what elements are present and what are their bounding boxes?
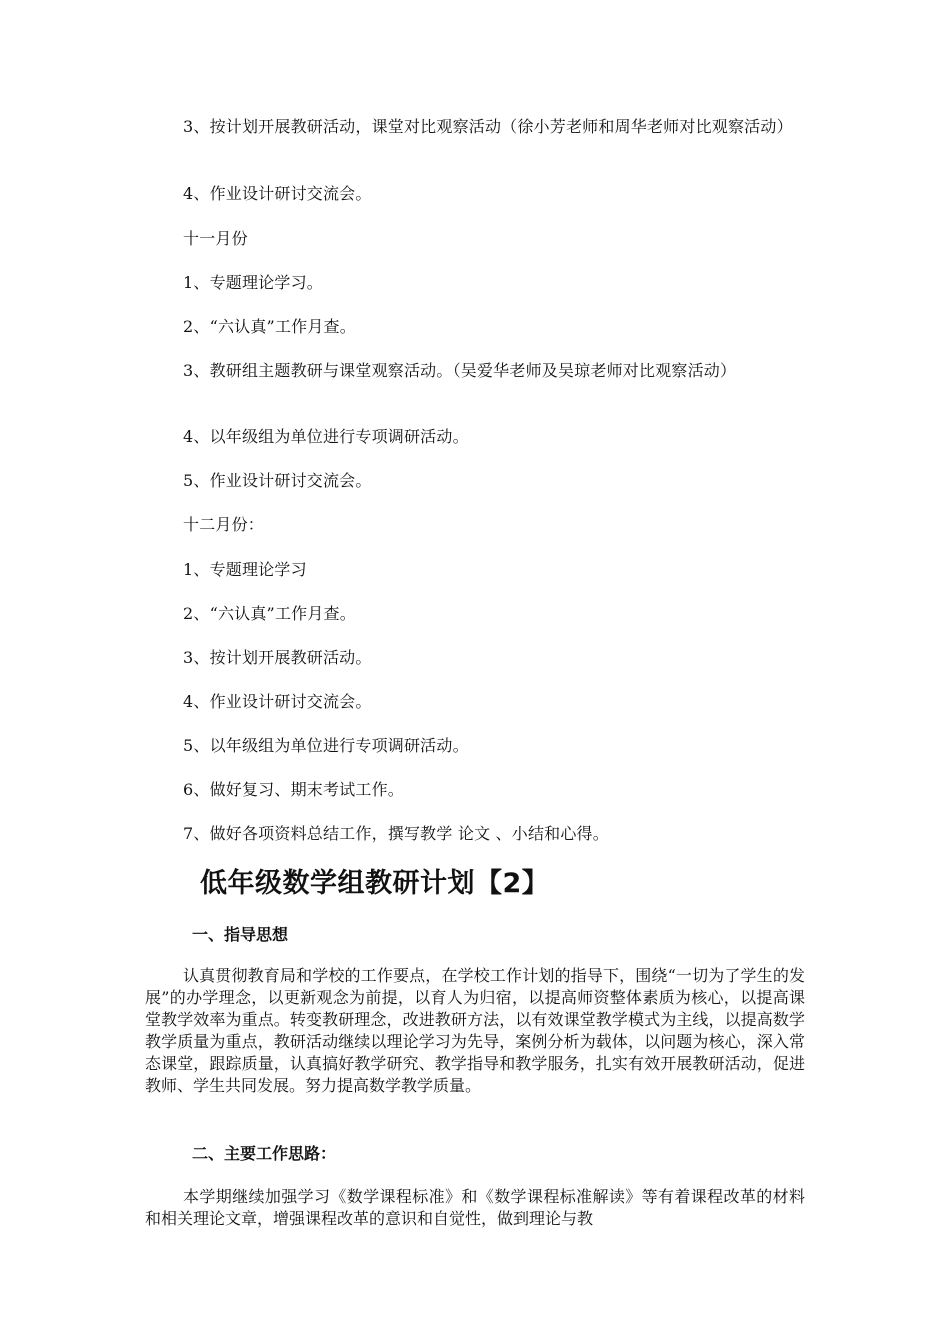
list-item: 3、教研组主题教研与课堂观察活动。（吴爱华老师及吴琼老师对比观察活动） (183, 361, 737, 380)
list-item: 3、按计划开展教研活动，课堂对比观察活动（徐小芳老师和周华老师对比观察活动） (183, 117, 793, 136)
list-item: 1、专题理论学习。 (183, 273, 323, 292)
list-item: 5、以年级组为单位进行专项调研活动。 (183, 736, 469, 755)
list-item: 4、作业设计研讨交流会。 (183, 184, 372, 203)
list-item: 2、“六认真”工作月查。 (183, 604, 356, 623)
list-item: 4、以年级组为单位进行专项调研活动。 (183, 427, 469, 446)
month-heading: 十一月份 (183, 229, 248, 248)
list-item: 4、作业设计研讨交流会。 (183, 692, 372, 711)
month-heading: 十二月份： (183, 515, 265, 534)
list-item: 7、做好各项资料总结工作，撰写教学 论文 、小结和心得。 (183, 824, 609, 843)
section-paragraph: 认真贯彻教育局和学校的工作要点，在学校工作计划的指导下，围绕“一切为了学生的发展”的办学理念，以更新观念为前提，以育人为归宿，以提高师资整体素质为核心，以提高课堂教学效率为重点。转变教研理念，改进教研方法，以有效课堂教学模式为主线，以提高数学教学质量为重点，教研活动继续以理论学习为先导，案例分析为载体，以问题为核心，深入常态课堂，跟踪质量，认真搞好教学研究、教学指导和教学服务，扎实有效开展教研活动，促进教师、学生共同发展。努力提高数学教学质量。 (145, 966, 805, 1095)
list-item: 2、“六认真”工作月查。 (183, 317, 356, 336)
document-title: 低年级数学组教研计划【2】 (200, 868, 550, 899)
list-item: 1、专题理论学习 (183, 560, 307, 579)
section-heading: 二、主要工作思路： (192, 1144, 337, 1163)
section-heading: 一、指导思想 (192, 925, 289, 944)
list-item: 3、按计划开展教研活动。 (183, 648, 372, 667)
list-item: 5、作业设计研讨交流会。 (183, 471, 372, 490)
section-paragraph: 本学期继续加强学习《数学课程标准》和《数学课程标准解读》等有着课程改革的材料和相关理论文章，增强课程改革的意识和自觉性，做到理论与教 (145, 1187, 805, 1228)
list-item: 6、做好复习、期末考试工作。 (183, 780, 404, 799)
